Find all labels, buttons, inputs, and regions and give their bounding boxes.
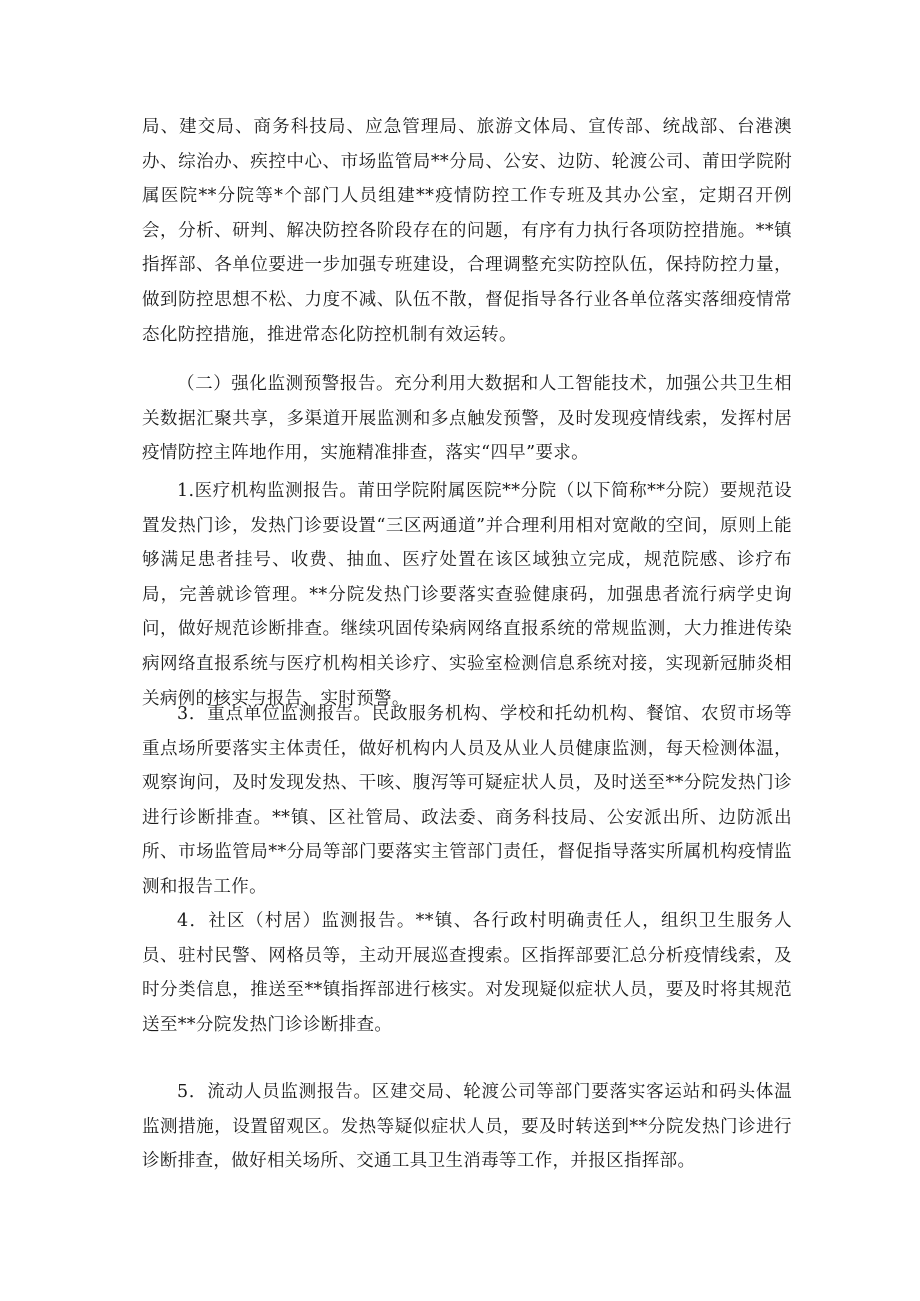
paragraph-monitoring-warning: （二）强化监测预警报告。充分利用大数据和人工智能技术，加强公共卫生相关数据汇聚共享，多渠道开展监测和多点触发预警，及时发现疫情线索，发挥村居疫情防控主阵地作用，实施精准排查，落实“四早”要求。 [142, 374, 792, 464]
paragraph-mobile-population: 5．流动人员监测报告。区建交局、轮渡公司等部门要落实客运站和码头体温监测措施，设置留观区。发热等疑似症状人员，要及时转送到**分院发热门诊进行诊断排查，做好相关场所、交通工具卫生消毒等工作，并报区指挥部。 [142, 1082, 792, 1172]
paragraph-community: 4．社区（村居）监测报告。**镇、各行政村明确责任人，组织卫生服务人员、驻村民警、网格员等，主动开展巡查搜索。区指挥部要汇总分析疫情线索，及时分类信息，推送至**镇指挥部进行核实。对发现疑似症状人员，要及时将其规范送至**分院发热门诊诊断排查。 [142, 911, 792, 1035]
paragraph-key-units: 3．重点单位监测报告。民政服务机构、学校和托幼机构、餐馆、农贸市场等重点场所要落实主体责任，做好机构内人员及从业人员健康监测，每天检测体温，观察询问，及时发现发热、干咳、腹泻等可疑症状人员，及时送至**分院发热门诊进行诊断排查。**镇、区社管局、政法委、商务科技局、公安派出所、边防派出所、市场监管局**分局等部门要落实主管部门责任，督促指导落实所属机构疫情监测和报告工作。 [142, 704, 792, 897]
paragraph-working-group: 局、建交局、商务科技局、应急管理局、旅游文体局、宣传部、统战部、台港澳办、综治办、疾控中心、市场监管局**分局、公安、边防、轮渡公司、莆田学院附属医院**分院等*个部门人员组建**疫情防控工作专班及其办公室，定期召开例会，分析、研判、解决防控各阶段存在的问题，有序有力执行各项防控措施。**镇指挥部、各单位要进一步加强专班建设，合理调整充实防控队伍，保持防控力量，做到防控思想不松、力度不减、队伍不散，督促指导各行业各单位落实落细疫情常态化防控措施，推进常态化防控机制有效运转。 [142, 117, 792, 345]
paragraph-medical-institutions: 1.医疗机构监测报告。莆田学院附属医院**分院（以下简称**分院）要规范设置发热门诊，发热门诊要设置“三区两通道”并合理利用相对宽敞的空间，原则上能够满足患者挂号、收费、抽血、医疗处置在该区域独立完成，规范院感、诊疗布局，完善就诊管理。**分院发热门诊要落实查验健康码，加强患者流行病学史询问，做好规范诊断排查。继续巩固传染病网络直报系统的常规监测，大力推进传染病网络直报系统与医疗机构相关诊疗、实验室检测信息系统对接，实现新冠肺炎相关病例的核实与报告、实时预警。 [142, 481, 792, 709]
